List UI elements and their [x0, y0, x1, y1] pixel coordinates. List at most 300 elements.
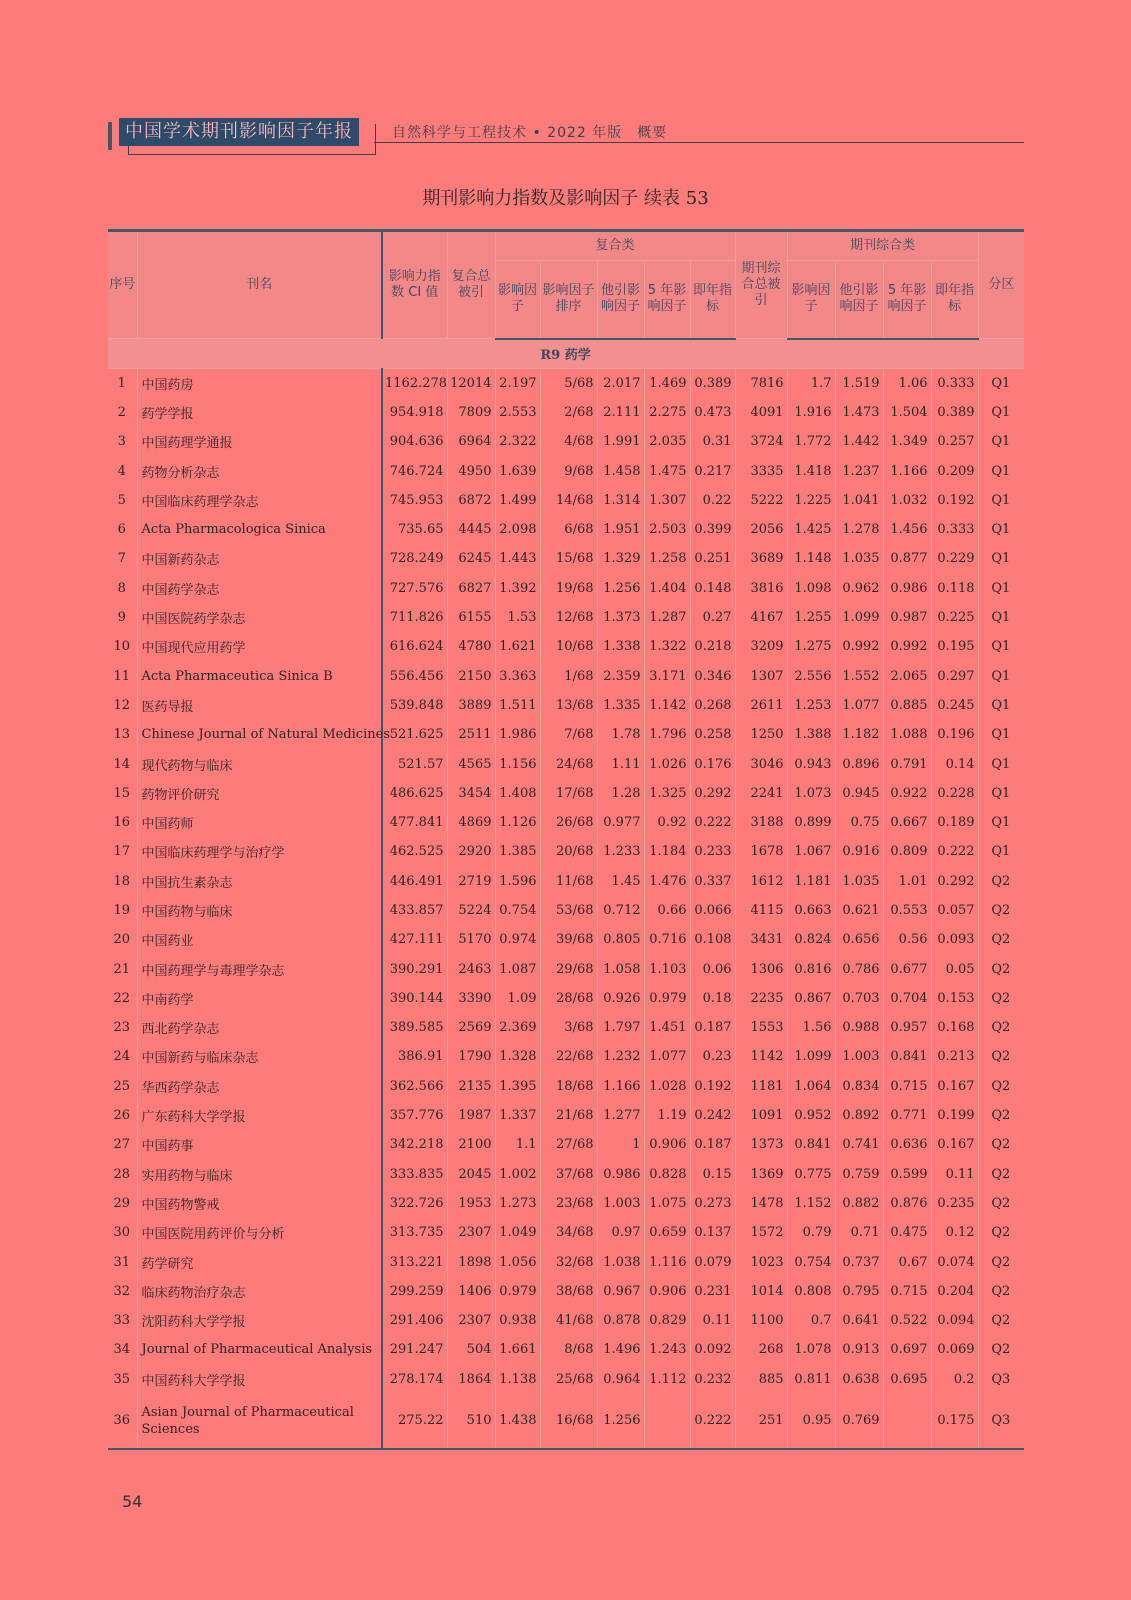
cell-zone: Q2	[991, 1078, 1011, 1094]
cell-total-cites: 4869	[447, 808, 495, 837]
cell-if: 1.09	[495, 984, 540, 1013]
cell-comp-total: 2241	[735, 779, 787, 808]
cell-imm-b: 0.057	[931, 896, 978, 925]
header-accent-bar	[108, 122, 112, 150]
cell-ci: 275.22	[382, 1394, 447, 1449]
cell-ci: 556.456	[382, 661, 447, 690]
col-header-imm: 即年指标	[690, 261, 735, 339]
cell-if: 1.596	[495, 867, 540, 896]
cell-total-cites: 2307	[447, 1306, 495, 1335]
cell-other-if-b: 0.737	[835, 1247, 883, 1276]
cell-if-b: 0.899	[787, 808, 835, 837]
cell-zone: Q3	[978, 1394, 1024, 1449]
cell-other-if-b: 0.988	[835, 1013, 883, 1042]
cell-other-if-b: 0.786	[835, 954, 883, 983]
cell-no: 18	[108, 867, 137, 896]
cell-if5-b: 0.987	[883, 603, 931, 632]
cell-other-if-b: 1.278	[835, 515, 883, 544]
cell-other-if: 1.233	[597, 837, 644, 866]
cell-rank: 12/68	[540, 603, 597, 632]
cell-if: 2.197	[495, 368, 540, 398]
cell-zone: Q2	[991, 1049, 1011, 1065]
cell-other-if-b: 0.769	[835, 1394, 883, 1449]
cell-total-cites: 4780	[447, 632, 495, 661]
cell-imm-b: 0.389	[931, 398, 978, 427]
cell-other-if-b: 1.473	[835, 398, 883, 427]
cell-no: 24	[108, 1042, 137, 1071]
cell-other-if-b: 0.656	[835, 925, 883, 954]
cell-other-if: 1.256	[597, 574, 644, 603]
cell-other-if-b: 1.035	[835, 544, 883, 573]
cell-other-if-b: 0.795	[835, 1277, 883, 1306]
table-row	[108, 867, 1024, 896]
cell-total-cites: 2135	[447, 1072, 495, 1101]
cell-if: 2.369	[495, 1013, 540, 1042]
cell-name: 广东药科大学学报	[137, 1101, 382, 1130]
cell-rank: 23/68	[540, 1189, 597, 1218]
header-subtitle: 自然科学与工程技术 • 2022 年版 概要	[392, 125, 668, 141]
cell-zone: Q1	[991, 844, 1011, 860]
cell-no: 17	[108, 837, 137, 866]
table-row	[108, 368, 1024, 398]
cell-if-b: 0.808	[787, 1277, 835, 1306]
cell-if5: 0.829	[644, 1306, 690, 1335]
table-row	[108, 1277, 1024, 1306]
cell-ci: 389.585	[382, 1013, 447, 1042]
header-title: 中国学术期刊影响因子年报	[119, 118, 359, 146]
cell-zone: Q2	[991, 1108, 1011, 1124]
cell-if-b: 1.078	[787, 1335, 835, 1364]
cell-total-cites: 5170	[447, 925, 495, 954]
cell-if5: 1.116	[644, 1247, 690, 1276]
cell-imm: 0.233	[690, 837, 735, 866]
cell-zone: Q2	[991, 1195, 1011, 1211]
cell-if-b: 0.824	[787, 925, 835, 954]
cell-name: 中国药物与临床	[137, 896, 382, 925]
cell-if: 1.443	[495, 544, 540, 573]
cell-if5: 1.19	[644, 1101, 690, 1130]
cell-comp-total: 251	[735, 1394, 787, 1449]
cell-rank: 13/68	[540, 691, 597, 720]
cell-other-if: 1.003	[597, 1189, 644, 1218]
cell-if5: 0.92	[644, 808, 690, 837]
table-row	[108, 691, 1024, 720]
cell-imm: 0.192	[690, 1072, 735, 1101]
cell-imm-b: 0.213	[931, 1042, 978, 1071]
table-row	[108, 1072, 1024, 1101]
cell-rank: 18/68	[540, 1072, 597, 1101]
cell-name: 中国药房	[137, 368, 382, 398]
cell-if5-b: 1.088	[883, 720, 931, 749]
journal-table	[108, 229, 1024, 1450]
col-header-ci: 影响力指数 CI 值	[382, 231, 447, 339]
cell-comp-total: 3724	[735, 427, 787, 456]
cell-comp-total: 3209	[735, 632, 787, 661]
cell-if-b: 1.064	[787, 1072, 835, 1101]
cell-if5: 1.243	[644, 1335, 690, 1364]
cell-total-cites: 4565	[447, 749, 495, 778]
cell-if5: 1.103	[644, 954, 690, 983]
table-row	[108, 1306, 1024, 1335]
cell-no: 21	[108, 954, 137, 983]
cell-if: 1.53	[495, 603, 540, 632]
cell-if5-b: 0.841	[883, 1042, 931, 1071]
cell-other-if: 1.28	[597, 779, 644, 808]
cell-total-cites: 1864	[447, 1365, 495, 1394]
cell-if: 2.553	[495, 398, 540, 427]
cell-imm: 0.066	[690, 896, 735, 925]
cell-imm: 0.273	[690, 1189, 735, 1218]
cell-other-if-b: 1.035	[835, 867, 883, 896]
cell-ci: 386.91	[382, 1042, 447, 1071]
cell-other-if-b: 1.099	[835, 603, 883, 632]
cell-name: 中国现代应用药学	[137, 632, 382, 661]
cell-if5: 1.184	[644, 837, 690, 866]
cell-name: 中国药理学通报	[137, 427, 382, 456]
cell-zone: Q1	[991, 375, 1011, 391]
cell-comp-total: 3816	[735, 574, 787, 603]
cell-if: 1.639	[495, 456, 540, 485]
cell-ci: 711.826	[382, 603, 447, 632]
cell-if5: 1.287	[644, 603, 690, 632]
cell-comp-total: 4091	[735, 398, 787, 427]
cell-if: 3.363	[495, 661, 540, 690]
cell-no: 30	[108, 1218, 137, 1247]
cell-if5-b: 0.636	[883, 1130, 931, 1159]
cell-imm-b: 0.14	[931, 749, 978, 778]
cell-total-cites: 12014	[447, 368, 495, 398]
cell-if-b: 1.56	[787, 1013, 835, 1042]
table-row	[108, 1130, 1024, 1159]
cell-if-b: 1.098	[787, 574, 835, 603]
cell-zone: Q1	[991, 668, 1011, 684]
cell-ci: 539.848	[382, 691, 447, 720]
table-row	[108, 1365, 1024, 1394]
cell-imm: 0.242	[690, 1101, 735, 1130]
cell-if-b: 0.943	[787, 749, 835, 778]
table-row	[108, 720, 1024, 749]
col-header-total-cites: 复合总被引	[447, 231, 495, 339]
cell-imm-b: 0.235	[931, 1189, 978, 1218]
table-row	[108, 574, 1024, 603]
cell-if5: 2.035	[644, 427, 690, 456]
cell-if-b: 1.253	[787, 691, 835, 720]
cell-name: Journal of Pharmaceutical Analysis	[137, 1335, 382, 1364]
table-row	[108, 749, 1024, 778]
cell-no: 1	[108, 368, 137, 398]
cell-if: 1.1	[495, 1130, 540, 1159]
cell-imm-b: 0.297	[931, 661, 978, 690]
cell-zone: Q2	[991, 1313, 1011, 1329]
cell-if5-b: 0.809	[883, 837, 931, 866]
cell-imm-b: 0.189	[931, 808, 978, 837]
cell-if5: 1.142	[644, 691, 690, 720]
cell-other-if-b: 0.992	[835, 632, 883, 661]
cell-if5: 1.451	[644, 1013, 690, 1042]
cell-if5: 1.469	[644, 368, 690, 398]
cell-imm: 0.473	[690, 398, 735, 427]
cell-other-if: 1.496	[597, 1335, 644, 1364]
cell-imm: 0.108	[690, 925, 735, 954]
cell-zone: Q1	[991, 727, 1011, 743]
cell-total-cites: 7809	[447, 398, 495, 427]
cell-if5-b: 0.992	[883, 632, 931, 661]
cell-ci: 954.918	[382, 398, 447, 427]
cell-ci: 616.624	[382, 632, 447, 661]
section-row	[108, 339, 1024, 369]
cell-if5-b: 0.986	[883, 574, 931, 603]
cell-no: 3	[108, 427, 137, 456]
col-header-if-b: 影响因子	[787, 261, 835, 339]
cell-zone: Q2	[991, 1283, 1011, 1299]
cell-name: 药学学报	[137, 398, 382, 427]
cell-rank: 29/68	[540, 954, 597, 983]
table-row	[108, 398, 1024, 427]
cell-if5-b: 1.032	[883, 486, 931, 515]
cell-zone: Q2	[991, 873, 1011, 889]
col-header-other-if: 他引影响因子	[597, 261, 644, 339]
cell-imm-b: 0.12	[931, 1218, 978, 1247]
table-row	[108, 1247, 1024, 1276]
cell-other-if: 2.359	[597, 661, 644, 690]
cell-if-b: 0.867	[787, 984, 835, 1013]
cell-if5-b: 1.01	[883, 867, 931, 896]
cell-other-if: 1.11	[597, 749, 644, 778]
cell-no: 13	[108, 720, 137, 749]
cell-rank: 22/68	[540, 1042, 597, 1071]
cell-if-b: 0.79	[787, 1218, 835, 1247]
cell-other-if: 1.038	[597, 1247, 644, 1276]
cell-other-if-b: 0.945	[835, 779, 883, 808]
cell-rank: 24/68	[540, 749, 597, 778]
cell-rank: 11/68	[540, 867, 597, 896]
cell-if5-b: 0.522	[883, 1306, 931, 1335]
cell-imm: 0.27	[690, 603, 735, 632]
table-row	[108, 808, 1024, 837]
cell-no: 22	[108, 984, 137, 1013]
cell-zone: Q2	[991, 932, 1011, 948]
cell-ci: 446.491	[382, 867, 447, 896]
cell-if-b: 1.255	[787, 603, 835, 632]
cell-no: 8	[108, 574, 137, 603]
cell-if-b: 1.073	[787, 779, 835, 808]
cell-comp-total: 1142	[735, 1042, 787, 1071]
cell-other-if-b: 0.621	[835, 896, 883, 925]
cell-if-b: 1.099	[787, 1042, 835, 1071]
col-header-imm-b: 即年指标	[931, 261, 978, 339]
cell-if5-b: 0.876	[883, 1189, 931, 1218]
cell-name: 药物评价研究	[137, 779, 382, 808]
cell-if: 1.156	[495, 749, 540, 778]
cell-total-cites: 6964	[447, 427, 495, 456]
cell-if5-b: 1.06	[883, 368, 931, 398]
cell-rank: 3/68	[540, 1013, 597, 1042]
header-rule	[374, 142, 1024, 143]
cell-if5-b: 0.715	[883, 1072, 931, 1101]
cell-name: Acta Pharmaceutica Sinica B	[137, 661, 382, 690]
cell-comp-total: 3335	[735, 456, 787, 485]
cell-if5-b: 0.695	[883, 1365, 931, 1394]
cell-total-cites: 1898	[447, 1247, 495, 1276]
cell-no: 14	[108, 749, 137, 778]
cell-total-cites: 6872	[447, 486, 495, 515]
cell-other-if-b: 1.003	[835, 1042, 883, 1071]
cell-no: 12	[108, 691, 137, 720]
cell-imm-b: 0.222	[931, 837, 978, 866]
cell-if5: 0.659	[644, 1218, 690, 1247]
cell-imm-b: 0.094	[931, 1306, 978, 1335]
cell-no: 32	[108, 1277, 137, 1306]
col-header-no: 序号	[108, 231, 137, 339]
cell-name: 中国药学杂志	[137, 574, 382, 603]
cell-zone: Q1	[991, 697, 1011, 713]
cell-name: 中国药师	[137, 808, 382, 837]
cell-zone: Q2	[991, 990, 1011, 1006]
cell-ci: 313.221	[382, 1247, 447, 1276]
col-header-if5-b: 5 年影响因子	[883, 261, 931, 339]
table-row	[108, 984, 1024, 1013]
cell-other-if: 1	[597, 1130, 644, 1159]
cell-name: 药物分析杂志	[137, 456, 382, 485]
cell-rank: 26/68	[540, 808, 597, 837]
cell-imm-b: 0.225	[931, 603, 978, 632]
cell-imm-b: 0.204	[931, 1277, 978, 1306]
cell-comp-total: 5222	[735, 486, 787, 515]
cell-other-if: 1.058	[597, 954, 644, 983]
cell-imm: 0.222	[690, 808, 735, 837]
cell-imm-b: 0.093	[931, 925, 978, 954]
cell-imm-b: 0.333	[931, 368, 978, 398]
cell-if5-b: 0.677	[883, 954, 931, 983]
cell-other-if: 0.926	[597, 984, 644, 1013]
col-header-comp-total: 期刊综合总被引	[735, 231, 787, 339]
cell-if: 1.273	[495, 1189, 540, 1218]
table-row	[108, 1160, 1024, 1189]
cell-ci: 735.65	[382, 515, 447, 544]
cell-imm-b: 0.11	[931, 1160, 978, 1189]
table-row	[108, 603, 1024, 632]
cell-zone: Q2	[991, 1342, 1011, 1358]
cell-if: 2.098	[495, 515, 540, 544]
cell-rank: 27/68	[540, 1130, 597, 1159]
table-row	[108, 632, 1024, 661]
cell-comp-total: 1250	[735, 720, 787, 749]
cell-total-cites: 1790	[447, 1042, 495, 1071]
table-row	[108, 837, 1024, 866]
cell-other-if-b: 1.442	[835, 427, 883, 456]
cell-other-if-b: 0.75	[835, 808, 883, 837]
cell-if: 1.002	[495, 1160, 540, 1189]
cell-comp-total: 1373	[735, 1130, 787, 1159]
cell-imm: 0.31	[690, 427, 735, 456]
cell-comp-total: 1100	[735, 1306, 787, 1335]
cell-comp-total: 2056	[735, 515, 787, 544]
cell-imm: 0.258	[690, 720, 735, 749]
cell-if5-b: 1.504	[883, 398, 931, 427]
table-row	[108, 544, 1024, 573]
col-header-if: 影响因子	[495, 261, 540, 339]
cell-if5: 1.077	[644, 1042, 690, 1071]
cell-if5: 0.716	[644, 925, 690, 954]
cell-other-if: 0.805	[597, 925, 644, 954]
cell-rank: 16/68	[540, 1394, 597, 1449]
cell-other-if: 1.458	[597, 456, 644, 485]
cell-comp-total: 1612	[735, 867, 787, 896]
cell-other-if: 1.232	[597, 1042, 644, 1071]
cell-imm-b: 0.175	[931, 1394, 978, 1449]
cell-other-if: 1.277	[597, 1101, 644, 1130]
cell-name: 中国药业	[137, 925, 382, 954]
table-head	[108, 231, 1024, 339]
cell-other-if: 1.329	[597, 544, 644, 573]
cell-no: 31	[108, 1247, 137, 1276]
cell-imm-b: 0.167	[931, 1130, 978, 1159]
cell-rank: 21/68	[540, 1101, 597, 1130]
cell-if: 1.328	[495, 1042, 540, 1071]
cell-imm-b: 0.195	[931, 632, 978, 661]
col-header-other-if-b: 他引影响因子	[835, 261, 883, 339]
cell-total-cites: 6245	[447, 544, 495, 573]
cell-zone: Q2	[991, 1254, 1011, 1270]
cell-total-cites: 2307	[447, 1218, 495, 1247]
cell-comp-total: 3431	[735, 925, 787, 954]
col-header-rank: 影响因子排序	[540, 261, 597, 339]
cell-ci: 342.218	[382, 1130, 447, 1159]
cell-imm: 0.337	[690, 867, 735, 896]
cell-other-if: 1.797	[597, 1013, 644, 1042]
cell-if5: 0.906	[644, 1277, 690, 1306]
cell-if5-b: 0.67	[883, 1247, 931, 1276]
cell-rank: 9/68	[540, 456, 597, 485]
cell-name: 华西药学杂志	[137, 1072, 382, 1101]
cell-rank: 17/68	[540, 779, 597, 808]
cell-other-if: 0.712	[597, 896, 644, 925]
cell-imm-b: 0.192	[931, 486, 978, 515]
cell-total-cites: 4445	[447, 515, 495, 544]
cell-ci: 390.291	[382, 954, 447, 983]
cell-if5-b: 0.475	[883, 1218, 931, 1247]
cell-name: 中国新药与临床杂志	[137, 1042, 382, 1071]
cell-imm: 0.292	[690, 779, 735, 808]
cell-imm: 0.218	[690, 632, 735, 661]
cell-other-if-b: 0.892	[835, 1101, 883, 1130]
cell-if5-b: 0.771	[883, 1101, 931, 1130]
cell-other-if-b: 0.641	[835, 1306, 883, 1335]
cell-if5: 1.404	[644, 574, 690, 603]
cell-if-b: 0.952	[787, 1101, 835, 1130]
cell-if5: 1.307	[644, 486, 690, 515]
cell-other-if: 1.951	[597, 515, 644, 544]
cell-if: 1.385	[495, 837, 540, 866]
cell-total-cites: 4950	[447, 456, 495, 485]
cell-zone: Q1	[991, 785, 1011, 801]
cell-zone: Q1	[991, 756, 1011, 772]
cell-no: 2	[108, 398, 137, 427]
cell-if: 1.511	[495, 691, 540, 720]
col-group-comprehensive: 期刊综合类	[787, 231, 978, 261]
table-row	[108, 779, 1024, 808]
cell-ci: 427.111	[382, 925, 447, 954]
cell-name: 中南药学	[137, 984, 382, 1013]
cell-other-if: 1.45	[597, 867, 644, 896]
cell-total-cites: 2920	[447, 837, 495, 866]
cell-comp-total: 3046	[735, 749, 787, 778]
cell-imm: 0.06	[690, 954, 735, 983]
cell-zone: Q1	[991, 610, 1011, 626]
cell-imm: 0.23	[690, 1042, 735, 1071]
cell-if5-b: 0.877	[883, 544, 931, 573]
cell-if5: 1.322	[644, 632, 690, 661]
